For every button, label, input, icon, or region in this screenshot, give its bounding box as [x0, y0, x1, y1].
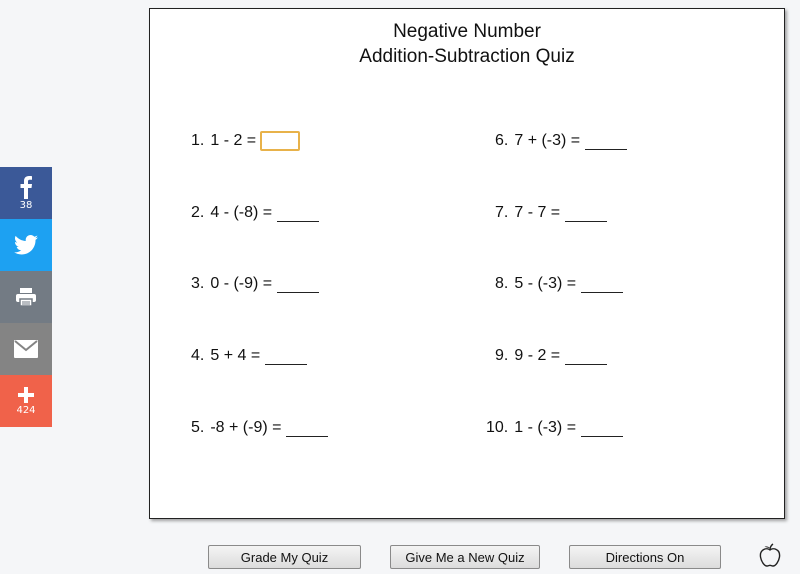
- twitter-icon: [14, 235, 38, 255]
- question-number: 8.: [495, 275, 509, 292]
- quiz-title-line-1: Negative Number: [393, 21, 541, 42]
- question-3: [191, 271, 319, 297]
- quiz-panel: [149, 8, 785, 519]
- question-number: 2.: [191, 204, 205, 221]
- question-expression: 7 + (-3) =: [514, 132, 581, 149]
- grade-quiz-button[interactable]: Grade My Quiz: [208, 545, 361, 569]
- new-quiz-button[interactable]: Give Me a New Quiz: [390, 545, 540, 569]
- print-button[interactable]: [0, 271, 52, 323]
- question-2: [191, 200, 319, 226]
- question-number: 6.: [495, 132, 509, 149]
- question-expression: 1 - 2 =: [210, 132, 257, 149]
- question-expression: 1 - (-3) =: [514, 419, 577, 436]
- print-icon: [15, 287, 37, 307]
- question-expression: 5 - (-3) =: [514, 275, 577, 292]
- question-expression: 5 + 4 =: [210, 347, 261, 364]
- facebook-icon: [19, 175, 33, 199]
- social-share-sidebar: [0, 167, 52, 427]
- answer-blank[interactable]: [265, 348, 307, 365]
- answer-blank[interactable]: [581, 276, 623, 293]
- question-4: [191, 343, 307, 369]
- answer-blank[interactable]: [286, 420, 328, 437]
- quiz-title-line-2: Addition-Subtraction Quiz: [359, 46, 575, 67]
- answer-blank[interactable]: [565, 205, 607, 222]
- answer-input[interactable]: [260, 131, 300, 151]
- answer-blank[interactable]: [277, 276, 319, 293]
- question-number: 7.: [495, 204, 509, 221]
- question-5: [191, 415, 328, 441]
- question-10: [486, 415, 623, 441]
- answer-blank[interactable]: [581, 420, 623, 437]
- more-share-button[interactable]: [0, 375, 52, 427]
- question-number: 5.: [191, 419, 205, 436]
- email-icon: [14, 340, 38, 358]
- directions-toggle-button[interactable]: Directions On: [569, 545, 721, 569]
- question-number: 9.: [495, 347, 509, 364]
- answer-blank[interactable]: [277, 205, 319, 222]
- question-8: [495, 271, 623, 297]
- apple-logo-icon[interactable]: [758, 542, 782, 568]
- question-number: 3.: [191, 275, 205, 292]
- answer-blank[interactable]: [565, 348, 607, 365]
- question-expression: 0 - (-9) =: [210, 275, 273, 292]
- quiz-title: [150, 19, 784, 69]
- email-share-button[interactable]: [0, 323, 52, 375]
- share-count: 424: [16, 405, 36, 416]
- plus-icon: [17, 386, 35, 404]
- facebook-share-count: 38: [19, 200, 33, 211]
- twitter-share-button[interactable]: [0, 219, 52, 271]
- question-expression: 4 - (-8) =: [210, 204, 273, 221]
- question-expression: -8 + (-9) =: [210, 419, 282, 436]
- question-number: 4.: [191, 347, 205, 364]
- answer-blank[interactable]: [585, 133, 627, 150]
- question-1: [191, 128, 300, 154]
- facebook-share-button[interactable]: [0, 167, 52, 219]
- question-expression: 9 - 2 =: [514, 347, 561, 364]
- question-6: [495, 128, 627, 154]
- question-9: [495, 343, 607, 369]
- question-expression: 7 - 7 =: [514, 204, 561, 221]
- question-number: 10.: [486, 419, 509, 436]
- question-number: 1.: [191, 132, 205, 149]
- question-7: [495, 200, 607, 226]
